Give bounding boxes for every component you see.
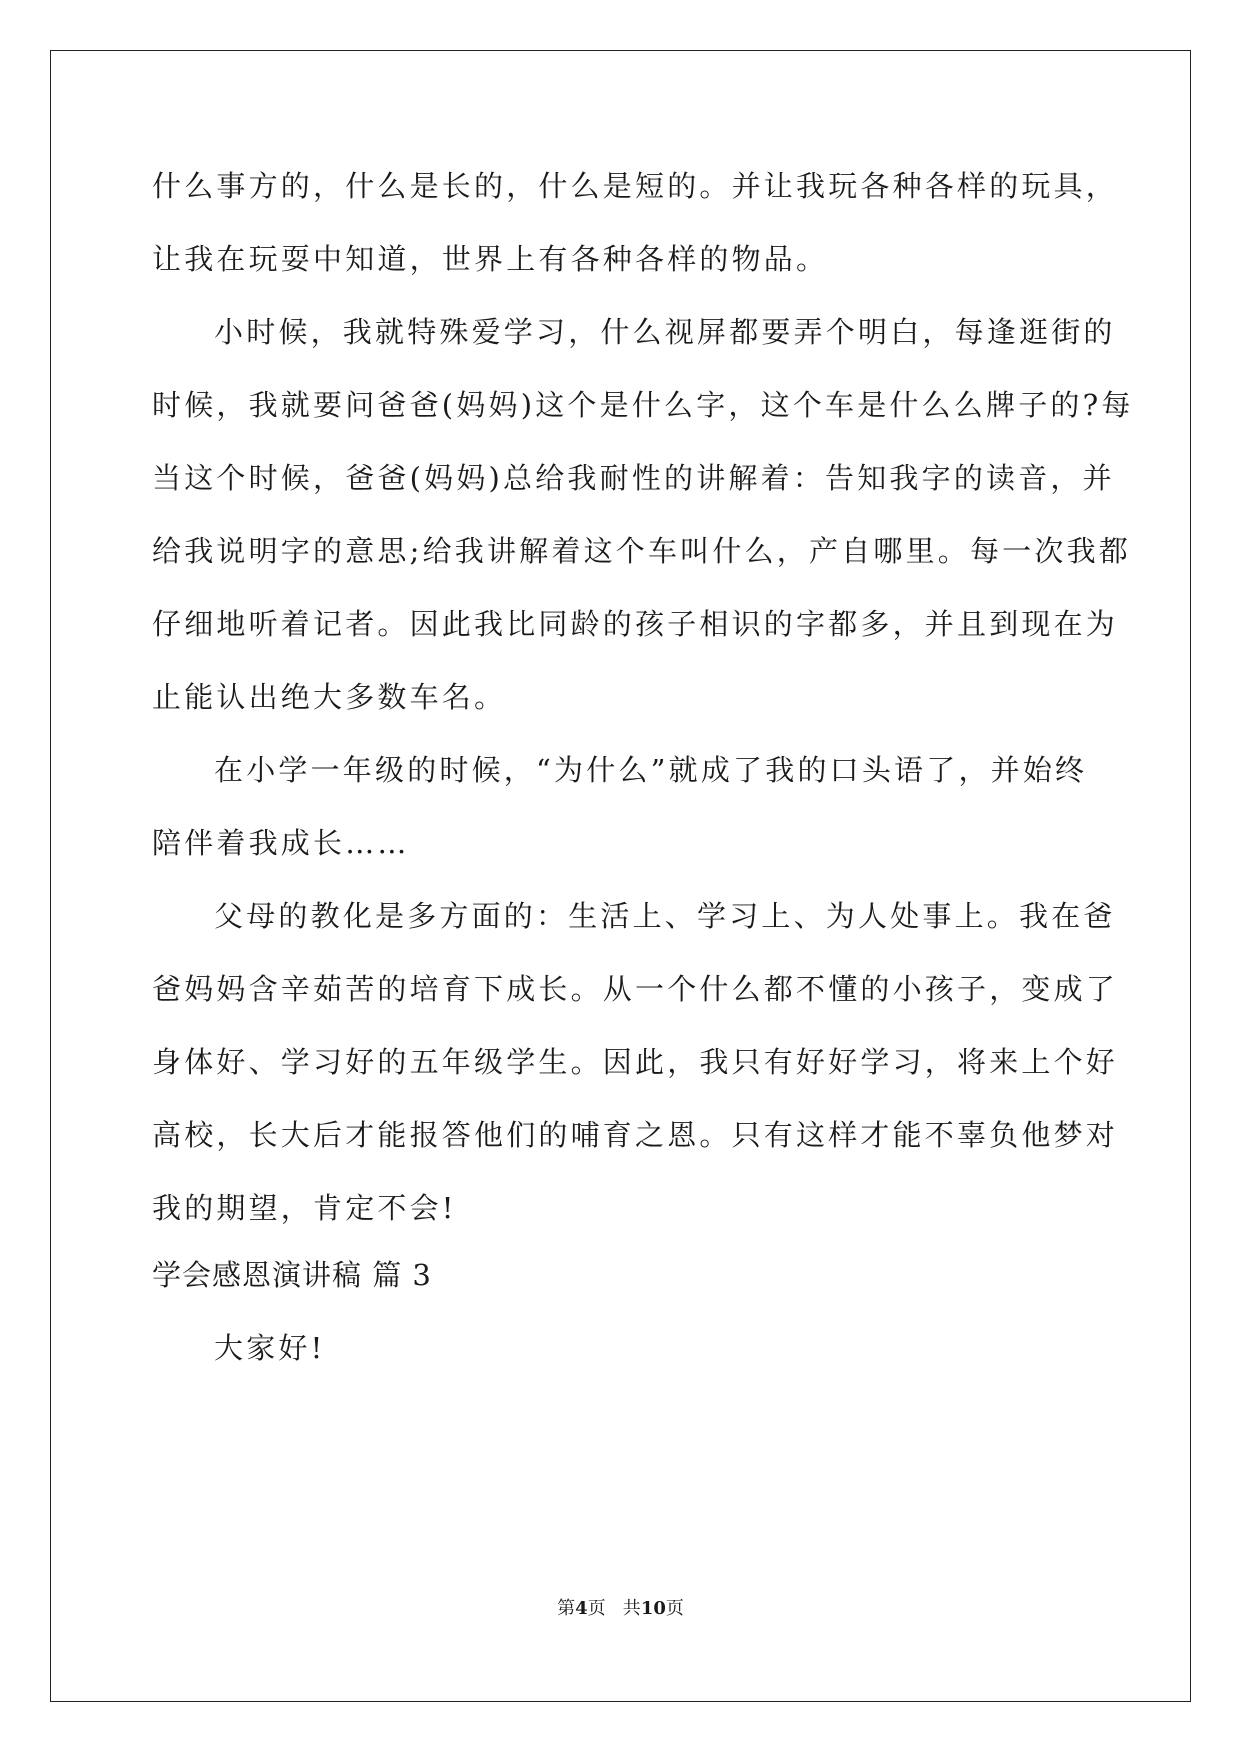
paragraph-line: 仔细地听着记者。因此我比同龄的孩子相识的字都多，并且到现在为	[152, 607, 1119, 641]
paragraph-line: 身体好、学习好的五年级学生。因此，我只有好好学习，将来上个好	[152, 1045, 1119, 1079]
paragraph-line: 让我在玩耍中知道，世界上有各种各样的物品。	[152, 242, 829, 276]
footer-page-total: 10	[640, 1598, 666, 1619]
paragraph-line: 什么事方的，什么是长的，什么是短的。并让我玩各种各样的玩具，	[152, 169, 1119, 203]
paragraph-line: 当这个时候，爸爸(妈妈)总给我耐性的讲解着：告知我字的读音，并	[152, 461, 1115, 495]
footer-page-mid: 页 共	[587, 1598, 641, 1619]
paragraph-line: 时候，我就要问爸爸(妈妈)这个是什么字，这个车是什么么牌子的?每	[152, 388, 1134, 422]
paragraph-line: 小时候，我就特殊爱学习，什么视屏都要弄个明白，每逢逛街的	[214, 315, 1116, 349]
page-border	[50, 50, 1191, 1702]
footer-page-suffix: 页	[665, 1598, 684, 1619]
paragraph-line: 父母的教化是多方面的：生活上、学习上、为人处事上。我在爸	[214, 899, 1116, 933]
paragraph-line: 在小学一年级的时候，“为什么”就成了我的口头语了，并始终	[214, 753, 1088, 787]
footer-page-current: 4	[575, 1598, 588, 1619]
footer-page-prefix: 第	[557, 1598, 576, 1619]
paragraph-line: 止能认出绝大多数车名。	[152, 680, 507, 714]
paragraph-line: 陪伴着我成长……	[152, 826, 410, 860]
greeting-line: 大家好!	[214, 1331, 326, 1365]
paragraph-line: 给我说明字的意思;给我讲解着这个车叫什么，产自哪里。每一次我都	[152, 534, 1131, 568]
paragraph-line: 高校，长大后才能报答他们的哺育之恩。只有这样才能不辜负他梦对	[152, 1118, 1119, 1152]
paragraph-line: 我的期望，肯定不会!	[152, 1191, 457, 1225]
page-footer	[0, 1597, 1241, 1621]
paragraph-line: 爸妈妈含辛茹苦的培育下成长。从一个什么都不懂的小孩子，变成了	[152, 972, 1119, 1006]
section-heading: 学会感恩演讲稿 篇 3	[152, 1258, 432, 1292]
